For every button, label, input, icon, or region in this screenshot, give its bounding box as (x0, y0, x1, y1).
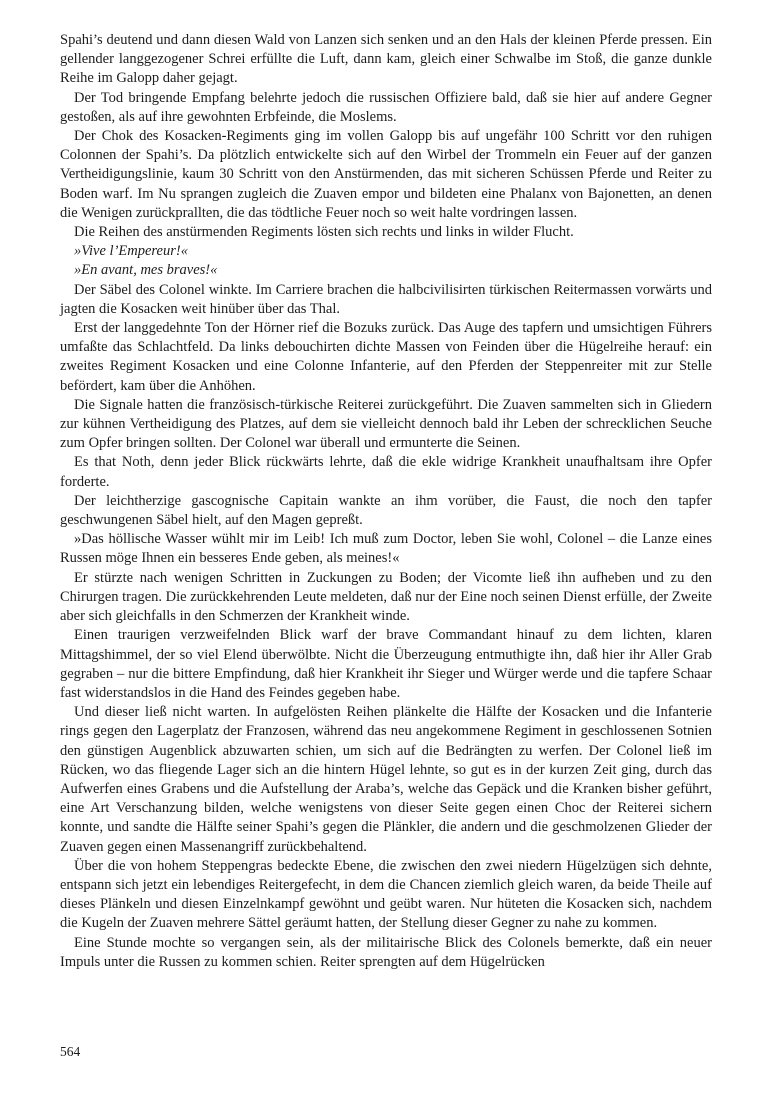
paragraph: Der Chok des Kosacken-Regiments ging im vollen Galopp bis auf ungefähr 100 Schritt vor den ruhigen Colonnen der Spahi’s. Da plötzlich entwickelte sich auf den Wirbel der Trommeln ein Feuer auf der ganzen Vertheidigungslinie, kaum 30 Schritt von den Anstürmenden, das mit sicheren Schüssen Pferde und Reiter zu Boden warf. Im Nu sprangen zugleich die Zuaven empor und bildeten eine Phalanx von Bajonetten, an denen die Wenigen zurückprallten, die das tödtliche Feuer noch so weit halte vordringen lassen. (60, 128, 712, 221)
paragraph: Er stürzte nach wenigen Schritten in Zuckungen zu Boden; der Vicomte ließ ihn aufheben und zu den Chirurgen tragen. Die zurückkehrenden Leute meldeten, daß nur der Eine noch seinen Dienst erfülle, der Zweite aber sich gleichfalls in den Schmerzen der Krankheit winde. (60, 569, 712, 625)
paragraph: Die Reihen des anstürmenden Regiments lösten sich rechts und links in wilder Flucht. (74, 224, 574, 241)
paragraph: Erst der langgedehnte Ton der Hörner rief die Bozuks zurück. Das Auge des tapfern und umsichtigen Führers umfaßte das Schlachtfeld. Da links debouchirten dichte Massen von Feinden über die Hügelreihe herauf: ein zweites Regiment Kosacken und eine Colonne Infanterie, auf den Pferden der Steppenreiter mit zur Stelle befördert, kam über die Anhöhen. (60, 320, 712, 394)
paragraph: Und dieser ließ nicht warten. In aufgelösten Reihen plänkelte die Hälfte der Kosacken und die Infanterie rings gegen den Lagerplatz der Franzosen, während das neu angekommene Regiment in geschlossenen Sotnien den günstigen Augenblick abzuwarten schien, um sich auf die Bedrängten zu werfen. Der Colonel ließ im Rücken, wo das fliegende Lager sich an die hintern Hügel lehnte, so gut es in der kurzen Zeit ging, durch das Aufwerfen eines Grabens und die Aufstellung der Araba’s, welche das Gepäck und die Kranken bisher geführt, eine Art Verschanzung bilden, welche wenigstens von dieser Seite gegen einen Choc der Reiterei sichern konnte, und sandte die Hälfte seiner Spahi’s gegen die Plänkler, die andern und die geschmolzenen Glieder der Zuaven gegen einen Massenangriff zurückbehaltend. (60, 704, 712, 855)
paragraph: Spahi’s deutend und dann diesen Wald von Lanzen sich senken und an den Hals der kleinen Pferde pressen. Ein gellender langgezogener Schrei erfüllte die Luft, dann kam, gleich einer Schwalbe im Stoß, die ganze dunkle Reihe im Galopp daher gejagt. (60, 32, 712, 87)
paragraph: Über die von hohem Steppengras bedeckte Ebene, die zwischen den zwei niedern Hügelzügen sich dehnte, entspann sich jetzt ein lebendiges Reitergefecht, in dem die Chancen ziemlich gleich waren, da beide Theile auf dieses Plänkeln und diesen Einzelnkampf gewöhnt und geübt waren. Nur hüteten die Kosacken sich, nachdem die Kugeln der Zuaven mehrere Sättel geräumt hatten, der Stellung dieser Gegner zu nahe zu kommen. (60, 857, 712, 932)
paragraph: Der Tod bringende Empfang belehrte jedoch die russischen Offiziere bald, daß sie hier auf andere Gegner gestoßen, als auf ihre gewohnten Erbfeinde, die Moslems. (60, 89, 712, 125)
paragraph: »En avant, mes braves!« (74, 262, 218, 279)
paragraph: Es that Noth, denn jeder Blick rückwärts lehrte, daß die ekle widrige Krankheit unaufhaltsam ihre Opfer forderte. (60, 454, 712, 490)
page-text (60, 31, 712, 972)
paragraph: »Vive l’Empereur!« (74, 243, 188, 260)
paragraph: Einen traurigen verzweifelnden Blick warf der brave Commandant hinauf zu dem lichten, klaren Mittagshimmel, der so viel Elend überwölbte. Nicht die Überzeugung entmuthigte ihn, daß hier ihr Aller Grab gegraben – nur die bittere Empfindung, daß hier Krankheit ihr Sieger und Würger werde und die tapfere Schaar fast widerstandslos in die Hand des Feindes gegeben habe. (60, 627, 712, 701)
paragraph: Der Säbel des Colonel winkte. Im Carriere brachen die halbcivilisirten türkischen Reitermassen vorwärts und jagten die Kosacken weit hinüber über das Thal. (60, 281, 712, 317)
paragraph: Eine Stunde mochte so vergangen sein, als der militairische Blick des Colonels bemerkte, daß ein neuer Impuls unter die Russen zu kommen schien. Reiter sprengten auf dem Hügelrücken (60, 934, 712, 970)
paragraph: »Das höllische Wasser wühlt mir im Leib! Ich muß zum Doctor, leben Sie wohl, Colonel – die Lanze eines Russen möge Ihnen ein besseres Ende geben, als meines!« (60, 531, 712, 567)
paragraph: Die Signale hatten die französisch-türkische Reiterei zurückgeführt. Die Zuaven sammelten sich in Gliedern zur kühnen Vertheidigung des Platzes, auf dem sie vielleicht dennoch bald ihr Leben der schrecklichen Seuche zum Opfer bringen sollten. Der Colonel war überall und ermunterte die Seinen. (60, 396, 712, 452)
paragraph: Der leichtherzige gascognische Capitain wankte an ihm vorüber, die Faust, die noch den tapfer geschwungenen Säbel hielt, auf den Magen gepreßt. (60, 492, 712, 529)
page-number: 564 (60, 1044, 81, 1059)
